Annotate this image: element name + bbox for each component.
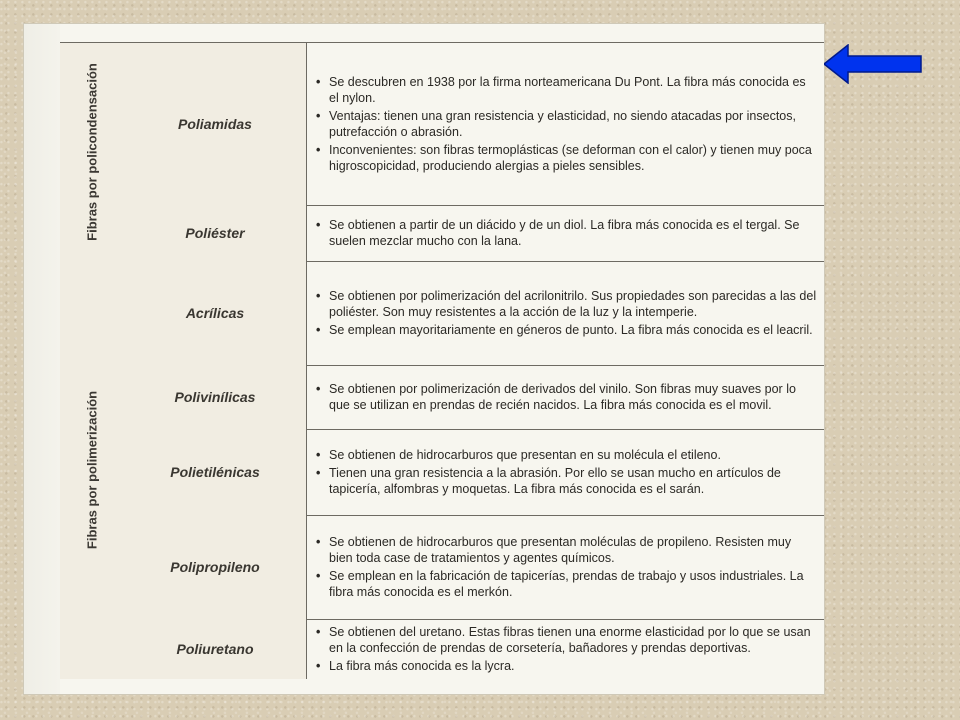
item-text: Se obtienen por polimerización del acrilonitrilo. Sus propiedades son parecidas a las del poliéster. Son muy resistentes a la acción de la luz y la intemperie. bbox=[329, 289, 817, 319]
list-item bbox=[316, 568, 818, 600]
list-item bbox=[316, 322, 818, 338]
fiber-description bbox=[316, 515, 818, 619]
list-item bbox=[316, 465, 818, 497]
list-item bbox=[316, 624, 818, 656]
fiber-description bbox=[316, 365, 818, 429]
bullet-icon: • bbox=[316, 466, 321, 480]
list-item bbox=[316, 288, 818, 320]
item-text: Ventajas: tienen una gran resistencia y elasticidad, no siendo atacadas por insectos, putrefacción o abrasión. bbox=[329, 109, 796, 139]
fiber-description bbox=[316, 429, 818, 515]
fiber-name: Poliéster bbox=[124, 205, 307, 261]
table-row bbox=[124, 619, 824, 679]
group-policondensacion bbox=[60, 43, 125, 262]
table-row bbox=[124, 429, 824, 516]
table-row bbox=[124, 365, 824, 430]
fiber-table bbox=[60, 42, 824, 679]
item-text: Se descubren en 1938 por la firma norteamericana Du Pont. La fibra más conocida es el nylon. bbox=[329, 75, 806, 105]
list-item bbox=[316, 74, 818, 106]
item-text: Se obtienen de hidrocarburos que presentan moléculas de propileno. Resisten muy bien toda case de tratamientos y agentes químicos. bbox=[329, 535, 792, 565]
bullet-icon: • bbox=[316, 143, 321, 157]
list-item bbox=[316, 142, 818, 174]
group-label: Fibras por policondensación bbox=[84, 63, 100, 241]
list-item bbox=[316, 534, 818, 566]
table-row bbox=[124, 515, 824, 620]
bullet-icon: • bbox=[316, 659, 321, 673]
item-text: Se obtienen del uretano. Estas fibras tienen una enorme elasticidad por lo que se usan en la confección de prendas de corsetería, bañadores y prendas deportivas. bbox=[329, 625, 811, 655]
list-item bbox=[316, 658, 818, 674]
bullet-icon: • bbox=[316, 323, 321, 337]
fiber-name: Polipropileno bbox=[124, 515, 307, 619]
item-text: Se obtienen de hidrocarburos que presentan en su molécula el etileno. bbox=[329, 448, 721, 462]
bullet-icon: • bbox=[316, 535, 321, 549]
table-row bbox=[124, 261, 824, 366]
arrow-shape bbox=[824, 45, 921, 83]
list-item bbox=[316, 447, 818, 463]
fiber-description bbox=[316, 261, 818, 365]
item-text: Inconvenientes: son fibras termoplásticas (se deforman con el calor) y tienen muy poca higroscopicidad, produciendo alergias a pieles sensibles. bbox=[329, 143, 812, 173]
table-row bbox=[124, 43, 824, 206]
scanned-page bbox=[24, 24, 824, 694]
table-row bbox=[124, 205, 824, 262]
bullet-icon: • bbox=[316, 109, 321, 123]
bullet-icon: • bbox=[316, 218, 321, 232]
group-label: Fibras por polimerización bbox=[84, 390, 100, 550]
fiber-description bbox=[316, 619, 818, 679]
bullet-icon: • bbox=[316, 289, 321, 303]
fiber-description bbox=[316, 43, 818, 205]
item-text: Se emplean en la fabricación de tapicerías, prendas de trabajo y usos industriales. La fibra más conocida es el merkón. bbox=[329, 569, 804, 599]
fiber-name: Polietilénicas bbox=[124, 429, 307, 515]
item-text: Tienen una gran resistencia a la abrasión. Por ello se usan mucho en artículos de tapicería, alfombras y moquetas. La fibra más conocida es el sarán. bbox=[329, 466, 781, 496]
left-arrow-icon[interactable] bbox=[824, 44, 922, 84]
item-text: Se obtienen por polimerización de derivados del vinilo. Son fibras muy suaves por lo que se utilizan en prendas de recién nacidos. La fibra más conocida es el movil. bbox=[329, 382, 796, 412]
fiber-name: Polivinílicas bbox=[124, 365, 307, 429]
item-text: Se obtienen a partir de un diácido y de un diol. La fibra más conocida es el tergal. Se suelen mezclar mucho con la lana. bbox=[329, 218, 800, 248]
fiber-description bbox=[316, 205, 818, 261]
list-item bbox=[316, 217, 818, 249]
bullet-icon: • bbox=[316, 569, 321, 583]
bullet-icon: • bbox=[316, 625, 321, 639]
bullet-icon: • bbox=[316, 382, 321, 396]
item-text: Se emplean mayoritariamente en géneros de punto. La fibra más conocida es el leacril. bbox=[329, 323, 813, 337]
item-text: La fibra más conocida es la lycra. bbox=[329, 659, 515, 673]
fiber-name: Poliamidas bbox=[124, 43, 307, 205]
page-margin bbox=[24, 24, 60, 694]
list-item bbox=[316, 381, 818, 413]
bullet-icon: • bbox=[316, 75, 321, 89]
bullet-icon: • bbox=[316, 448, 321, 462]
group-polimerizacion bbox=[60, 261, 125, 679]
fiber-name: Acrílicas bbox=[124, 261, 307, 365]
fiber-name: Poliuretano bbox=[124, 619, 307, 679]
list-item bbox=[316, 108, 818, 140]
